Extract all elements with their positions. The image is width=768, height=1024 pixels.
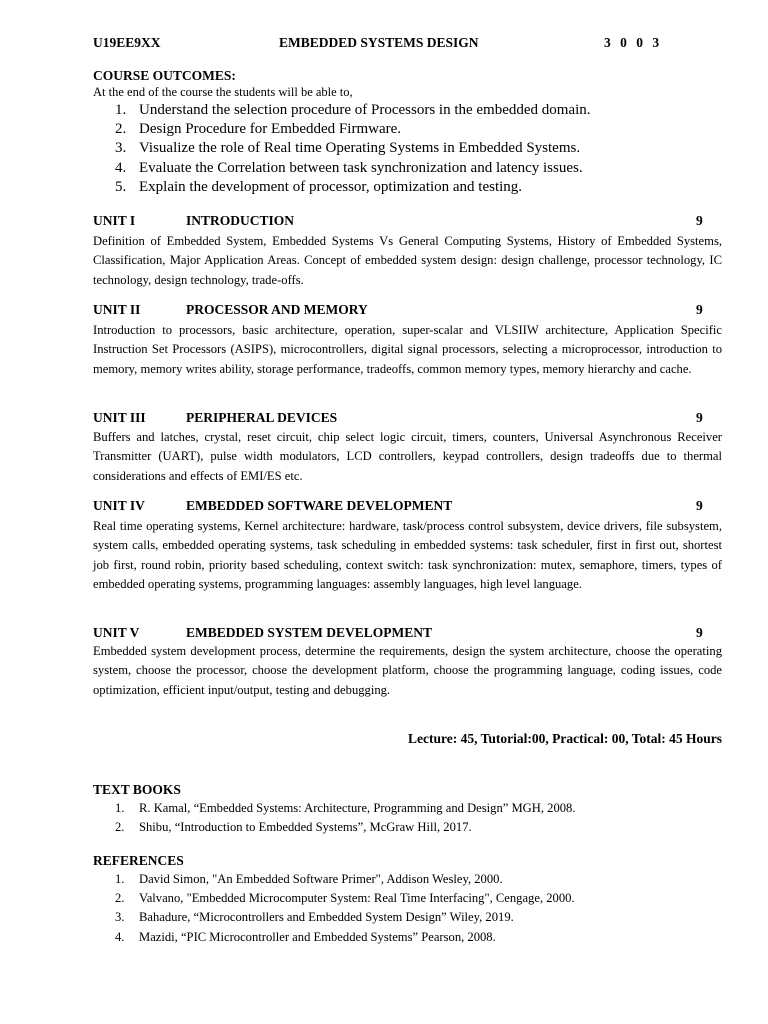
list-item: 1. David Simon, "An Embedded Software Primer", Addison Wesley, 2000.: [115, 872, 503, 886]
unit-1-title: INTRODUCTION: [186, 213, 295, 228]
list-item: 1. R. Kamal, “Embedded Systems: Architecture, Programming and Design” MGH, 2008.: [115, 801, 576, 815]
references-list: [110, 870, 575, 947]
unit-2-hours: 9: [696, 302, 703, 317]
unit-5-hours: 9: [696, 625, 703, 640]
unit-4-title: EMBEDDED SOFTWARE DEVELOPMENT: [186, 498, 453, 513]
list-item: 5. Explain the development of processor, optimization and testing.: [115, 178, 523, 195]
unit-2-body: Introduction to processors, basic architecture, operation, super-scalar and VLSIIW architecture, Application Specific Instruction Set Processors (ASIPS), microcontrollers, digital signal processors, selecting a microprocessor, introduction to memory, memory writes ability, storage performance, tradeoffs, common memory types, memory hierarchy and cache.: [93, 323, 722, 376]
list-item: 3. Bahadure, “Microcontrollers and Embedded System Design” Wiley, 2019.: [115, 910, 514, 925]
unit-5-title: EMBEDDED SYSTEM DEVELOPMENT: [186, 625, 433, 640]
outcomes-heading: COURSE OUTCOMES:: [93, 68, 236, 83]
course-code: U19EE9XX: [93, 35, 161, 50]
unit-2-title: PROCESSOR AND MEMORY: [186, 302, 368, 317]
unit-5-body: Embedded system development process, determine the requirements, design the system architecture, choose the operating system, choose the processor, choose the development platform, choose the programming language, coding issues, code optimization, efficient input/output, testing and debugging.: [93, 644, 722, 697]
unit-1-label: UNIT I: [93, 213, 136, 228]
unit-4-label: UNIT IV: [93, 498, 145, 513]
unit-5-label: UNIT V: [93, 625, 140, 640]
list-item: 4. Evaluate the Correlation between task synchronization and latency issues.: [115, 159, 583, 176]
outcomes-intro: At the end of the course the students will be able to,: [93, 85, 353, 99]
unit-3-title: PERIPHERAL DEVICES: [186, 410, 338, 425]
textbooks-list: [110, 799, 576, 837]
course-title: EMBEDDED SYSTEMS DESIGN: [279, 35, 479, 50]
textbooks-heading: TEXT BOOKS: [93, 782, 181, 797]
course-credits: 3 0 0 3: [604, 35, 663, 50]
unit-3-body: Buffers and latches, crystal, reset circuit, chip select logic circuit, timers, counters, Universal Asynchronous Receiver Transmitter (UART), pulse width modulators, LCD controllers, keypad controllers, design tradeoffs due to thermal considerations and effects of EMI/ES etc.: [93, 430, 722, 483]
list-item: 3. Visualize the role of Real time Operating Systems in Embedded Systems.: [115, 140, 581, 157]
unit-1-body: Definition of Embedded System, Embedded Systems Vs General Computing Systems, History of Embedded Systems, Classification, Major Application Areas. Concept of embedded system design: design challenge, processor technology, IC technology, design technology, trade-offs.: [93, 234, 722, 287]
references-heading: REFERENCES: [93, 853, 184, 868]
list-item: 2. Shibu, “Introduction to Embedded Systems”, McGraw Hill, 2017.: [115, 820, 472, 835]
list-item: 1. Understand the selection procedure of Processors in the embedded domain.: [115, 102, 591, 118]
unit-4-body: Real time operating systems, Kernel architecture: hardware, task/process control subsystem, device drivers, file subsystem, system calls, embedded operating systems, task scheduling in embedded systems: task scheduler, first in first out, shortest job first, round robin, priority based scheduling, context switch: task synchronization: mutex, semaphore, timers, types of embedded operating systems, programming languages: assembly languages, high level language.: [93, 519, 722, 591]
unit-1-hours: 9: [696, 213, 703, 228]
unit-2-label: UNIT II: [93, 302, 141, 317]
list-item: 2. Valvano, "Embedded Microcomputer System: Real Time Interfacing", Cengage, 2000.: [115, 891, 575, 906]
list-item: 4. Mazidi, “PIC Microcontroller and Embedded Systems” Pearson, 2008.: [115, 929, 496, 944]
unit-3-hours: 9: [696, 410, 703, 425]
unit-4-hours: 9: [696, 498, 703, 513]
hours-total: Lecture: 45, Tutorial:00, Practical: 00, Total: 45 Hours: [408, 731, 722, 746]
list-item: 2. Design Procedure for Embedded Firmware.: [115, 121, 402, 138]
unit-3-label: UNIT III: [93, 410, 146, 425]
outcomes-list: [110, 101, 591, 197]
